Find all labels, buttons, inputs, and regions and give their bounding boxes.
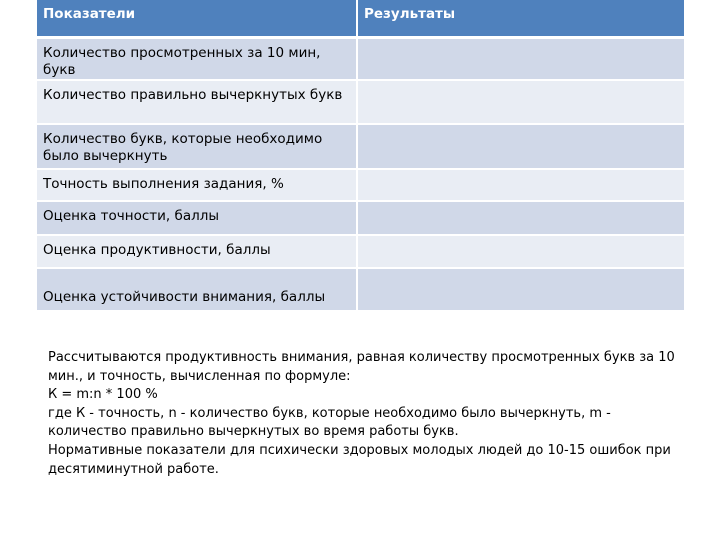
indicator-cell: Количество просмотренных за 10 мин, букв [37,37,357,80]
indicator-cell: Оценка продуктивности, баллы [37,235,357,268]
results-table [37,0,684,310]
table-header-row [37,0,684,37]
notes-definitions: где К - точность, n - количество букв, которые необходимо было вычеркнуть, m - количество правильно вычеркнутых во время работы букв. [48,405,611,440]
result-cell [357,80,684,124]
notes-formula: К = m:n * 100 % [48,387,158,403]
indicator-cell: Точность выполнения задания, % [37,169,357,201]
result-cell [357,169,684,201]
result-cell [357,124,684,169]
table-row [37,235,684,268]
table-row [37,268,684,310]
notes-paragraph-intro: Рассчитываются продуктивность внимания, равная количеству просмотренных букв за 10 мин., и точность, вычисленная по формуле: [48,350,675,384]
table-row [37,37,684,80]
result-cell [357,201,684,235]
indicator-cell: Количество букв, которые необходимо было вычеркнуть [37,124,357,169]
table-row [37,169,684,201]
result-cell [357,37,684,80]
explanation-text [48,349,688,479]
result-cell [357,268,684,310]
header-results: Результаты [357,0,684,37]
table-row [37,124,684,169]
table-row [37,80,684,124]
table-row [37,201,684,235]
indicator-cell: Количество правильно вычеркнутых букв [37,80,357,124]
notes-norms: Нормативные показатели для психически здоровых молодых людей до 10-15 ошибок при десятиминутной работе. [48,442,671,477]
result-cell [357,235,684,268]
indicator-cell: Оценка устойчивости внимания, баллы [37,268,357,310]
header-indicators: Показатели [37,0,357,37]
indicator-cell: Оценка точности, баллы [37,201,357,235]
